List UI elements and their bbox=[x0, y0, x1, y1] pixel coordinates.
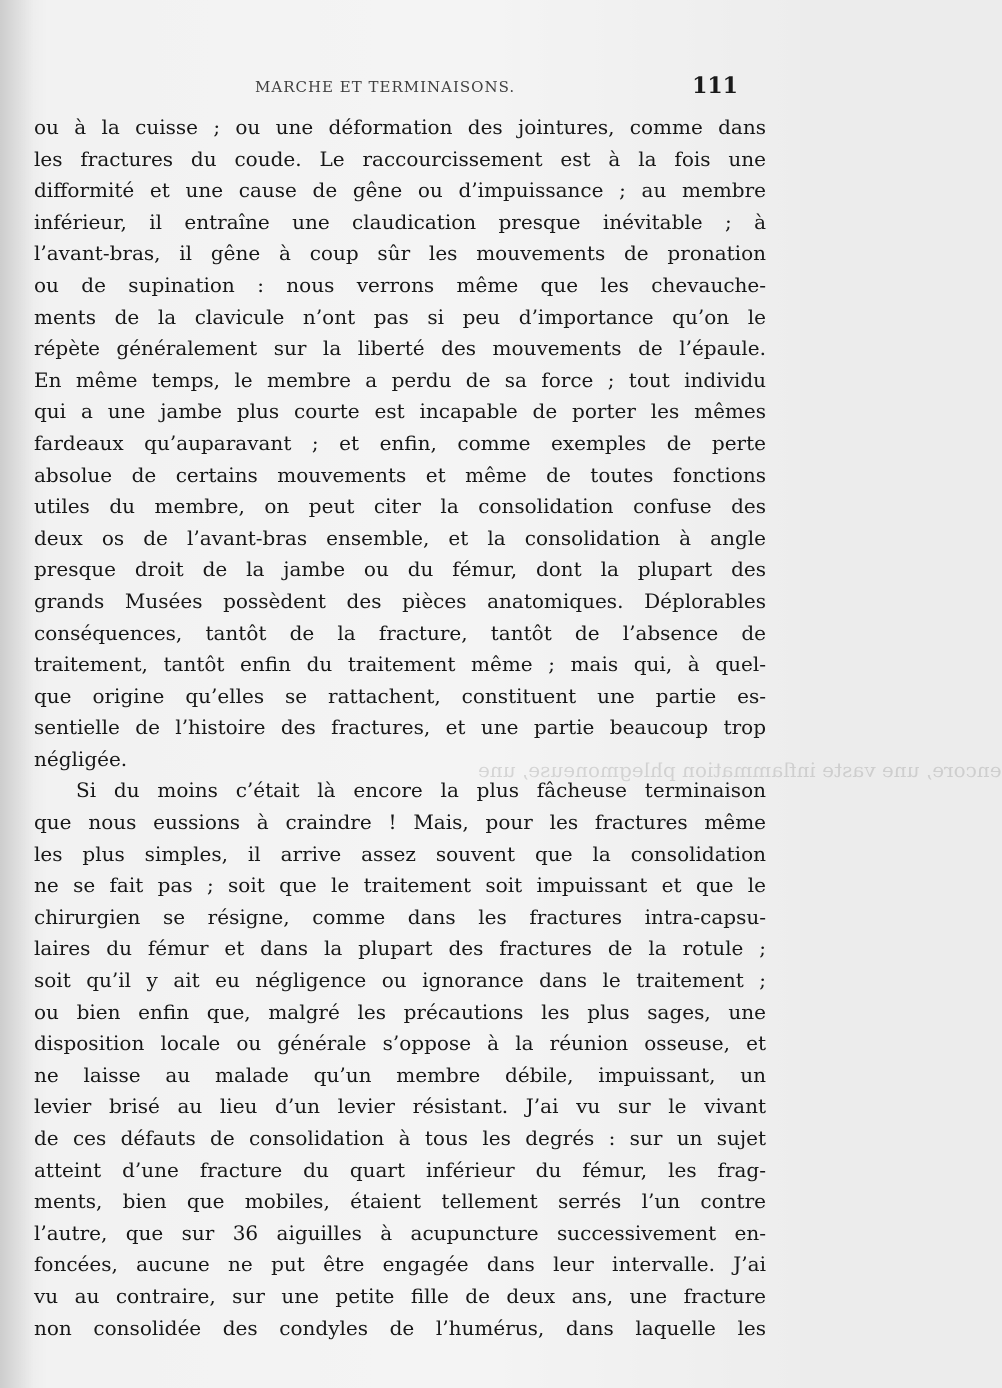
text-line: les fractures du coude. Le raccourcissement est à la fois une bbox=[34, 146, 766, 171]
text-line: que origine qu’elles se rattachent, constituent une partie es- bbox=[34, 683, 766, 708]
text-line: ou bien enfin que, malgré les précautions les plus sages, une bbox=[34, 999, 766, 1024]
text-line: ne se fait pas ; soit que le traitement soit impuissant et que le bbox=[34, 873, 766, 898]
text-line: fardeaux qu’auparavant ; et enfin, comme exemples de perte bbox=[34, 430, 766, 455]
text-line: ments, bien que mobiles, étaient tellement serrés l’un contre bbox=[34, 1189, 766, 1214]
text-line: ments de la clavicule n’ont pas si peu d’importance qu’on le bbox=[34, 304, 766, 329]
text-line: de ces défauts de consolidation à tous les degrés : sur un sujet bbox=[34, 1126, 766, 1150]
text-line: inférieur, il entraîne une claudication presque inévitable ; à bbox=[34, 209, 766, 234]
body-text bbox=[34, 112, 766, 1344]
text-line: Si du moins c’était là encore la plus fâcheuse terminaison bbox=[76, 778, 766, 803]
text-line: négligée. bbox=[34, 746, 128, 771]
text-line: foncées, aucune ne put être engagée dans leur intervalle. J’ai bbox=[34, 1252, 766, 1277]
text-line: l’autre, que sur 36 aiguilles à acupuncture successivement en- bbox=[34, 1220, 766, 1245]
page-header bbox=[250, 74, 742, 102]
text-line: répète généralement sur la liberté des mouvements de l’épaule. bbox=[34, 336, 766, 361]
text-line: qui a une jambe plus courte est incapable de porter les mêmes bbox=[34, 399, 766, 424]
text-line: disposition locale ou générale s’oppose à la réunion osseuse, et bbox=[34, 1031, 766, 1056]
text-line: presque droit de la jambe ou du fémur, dont la plupart des bbox=[34, 557, 766, 582]
bleed-through-text: encore, une vaste inflammation phlegmoneuse, une bbox=[478, 758, 1002, 782]
text-line: absolue de certains mouvements et même de toutes fonctions bbox=[34, 462, 766, 487]
text-line: chirurgien se résigne, comme dans les fractures intra-capsu- bbox=[34, 904, 766, 929]
text-line: non consolidée des condyles de l’humérus, dans laquelle les bbox=[34, 1315, 766, 1340]
text-line: levier brisé au lieu d’un levier résistant. J’ai vu sur le vivant bbox=[34, 1094, 766, 1119]
text-line: laires du fémur et dans la plupart des fractures de la rotule ; bbox=[34, 936, 766, 961]
text-line: que nous eussions à craindre ! Mais, pour les fractures même bbox=[34, 810, 766, 835]
text-line: ou à la cuisse ; ou une déformation des jointures, comme dans bbox=[34, 115, 766, 139]
text-line: l’avant-bras, il gêne à coup sûr les mouvements de pronation bbox=[34, 241, 766, 266]
text-line: traitement, tantôt enfin du traitement même ; mais qui, à quel- bbox=[34, 652, 766, 677]
text-line: les plus simples, il arrive assez souvent que la consolidation bbox=[34, 841, 766, 866]
text-line: En même temps, le membre a perdu de sa force ; tout individu bbox=[34, 367, 766, 392]
text-line: ne laisse au malade qu’un membre débile, impuissant, un bbox=[34, 1062, 766, 1087]
page-gutter-shadow bbox=[0, 0, 34, 1388]
text-line: soit qu’il y ait eu négligence ou ignorance dans le traitement ; bbox=[34, 968, 766, 993]
text-line: vu au contraire, sur une petite fille de deux ans, une fracture bbox=[34, 1283, 766, 1308]
text-line: sentielle de l’histoire des fractures, et une partie beaucoup trop bbox=[34, 715, 766, 740]
text-line: grands Musées possèdent des pièces anatomiques. Déplorables bbox=[34, 588, 766, 613]
text-line: atteint d’une fracture du quart inférieur du fémur, les frag- bbox=[34, 1157, 766, 1182]
paragraph-1 bbox=[34, 112, 766, 775]
page-number: 111 bbox=[692, 73, 738, 99]
text-line: utiles du membre, on peut citer la consolidation confuse des bbox=[34, 494, 766, 519]
text-line: ou de supination : nous verrons même que les chevauche- bbox=[34, 272, 766, 297]
text-line: conséquences, tantôt de la fracture, tantôt de l’absence de bbox=[34, 620, 766, 645]
paragraph-2 bbox=[34, 775, 766, 1344]
text-line: difformité et une cause de gêne ou d’impuissance ; au membre bbox=[34, 178, 766, 203]
running-title: MARCHE ET TERMINAISONS. bbox=[255, 78, 516, 96]
text-line: deux os de l’avant-bras ensemble, et la consolidation à angle bbox=[34, 525, 766, 550]
